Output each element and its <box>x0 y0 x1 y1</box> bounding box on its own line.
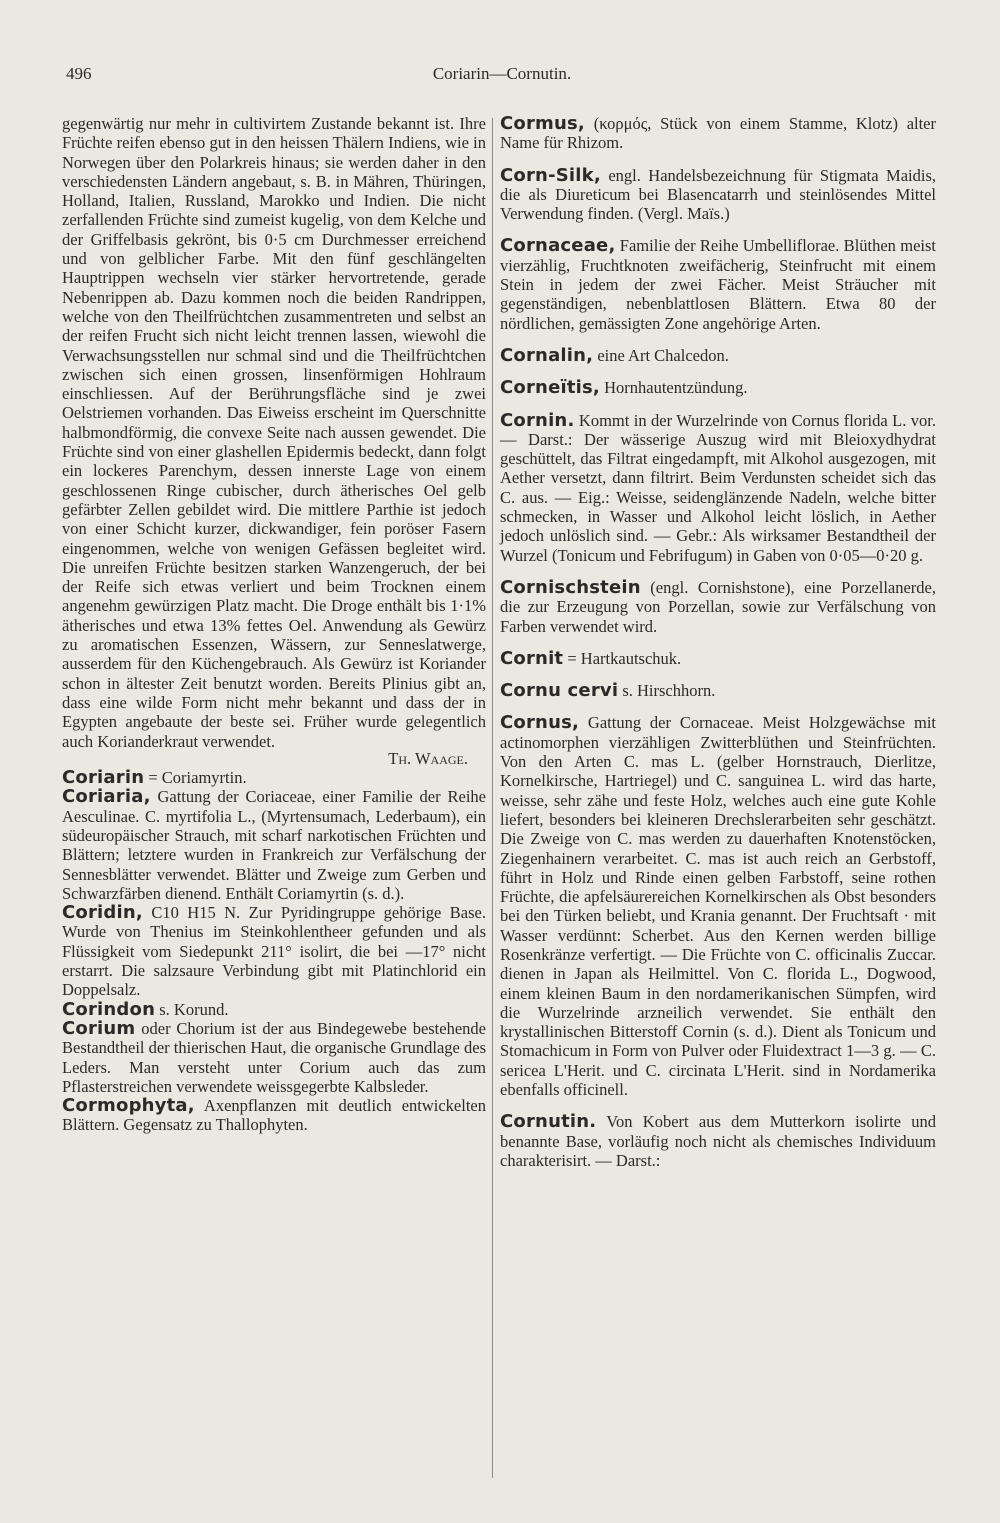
entry-cormus <box>500 114 936 153</box>
entry-headword: Coriaria, <box>62 786 151 808</box>
column-divider <box>492 118 493 1478</box>
entry-corn-silk <box>500 166 936 224</box>
entry-headword: Cornin. <box>500 409 575 431</box>
entry-headword: Corneïtis, <box>500 377 600 399</box>
entry-cornit <box>500 649 936 668</box>
entry-corneitis <box>500 378 936 397</box>
entry-text: Axenpflanzen mit deutlich entwickelten Blättern. Gegensatz zu Thallophyten. <box>62 1096 486 1135</box>
entry-headword: Cornalin, <box>500 344 594 366</box>
entry-cornutin <box>500 1112 936 1170</box>
left-column <box>62 114 486 1135</box>
author-signature: Th. Waage. <box>388 748 468 768</box>
entry-headword: Cornaceae, <box>500 235 616 257</box>
entry-headword: Corindon <box>62 998 156 1020</box>
entry-text: Gattung der Cornaceae. Meist Holzgewächse mit actinomorphen vierzähligen Zwitterblüthen und Steinfrüchten. Von den Arten C. mas L. (gelber Hornstrauch, Dierlitze, Kornelkirsche, Hartriegel) und C. sanguinea L. wird das harte, weisse, sehr zähe und feste Holz, welches auch eine gute Kohle liefert, besonders bei kleineren Drechslerarbeiten sehr geschätzt. Die Zweige von C. mas werden zu dauerhaften Knotenstöcken, Ziegenhainern verarbeitet. C. mas ist auch reich an Gerbstoff, führt in Holz und Rinde einen gelben Farbstoff, seine rothen Früchte, die apfelsäurereichen Kornelkirschen als Obst besonders bei den Türken beliebt, und Krania genannt. Der Fruchtsaft · mit Wasser verdünnt: Scherbet. Aus den Kernen werden billige Rosenkränze verfertigt. — Die Früchte von C. officinalis Zuccar. dienen in Japan als Heilmittel. Von C. florida L., Dogwood, einem kleinen Baum in den nordamerikanischen Sümpfen, wird die Wurzelrinde arzneilich verwendet. Sie enthält den krystallinischen Bitterstoff Cornin (s. d.). Dient als Tonicum und Stomachicum in Form von Pulver oder Fluidextract 1—3 g. — C. sericea L'Herit. und C. circinata L'Herit. sind in Nordamerika ebenfalls officinell. <box>500 713 936 1100</box>
page-number: 496 <box>66 64 92 83</box>
entry-headword: Cormus, <box>500 113 585 134</box>
entry-cornu-cervi <box>500 681 936 700</box>
entry-coridin <box>62 903 486 999</box>
entry-coriaria <box>62 787 486 903</box>
right-column <box>500 114 936 1170</box>
entry-headword: Cornutin. <box>500 1111 597 1133</box>
entry-text: = Coriamyrtin. <box>144 768 247 788</box>
entry-coriarin <box>62 768 486 787</box>
entry-headword: Cornischstein <box>500 576 641 598</box>
entry-text: = Hartkautschuk. <box>563 648 682 668</box>
entry-cornin <box>500 411 936 565</box>
entry-cornaceae <box>500 236 936 332</box>
page-header <box>66 64 938 88</box>
entry-corindon <box>62 1000 486 1019</box>
entry-cormophyta <box>62 1096 486 1135</box>
entry-headword: Cornu cervi <box>500 680 619 702</box>
entry-text: Kommt in der Wurzelrinde von Cornus florida L. vor. — Darst.: Der wässerige Auszug wird mit Bleioxydhydrat geschüttelt, das Filtrat eingedampft, mit Alkohol ausgezogen, mit Aether versetzt, dann filtrirt. Beim Verdunsten scheidet sich das C. aus. — Eig.: Weisse, seidenglänzende Nadeln, welche bitter schmecken, in Wasser und Alkohol leicht löslich, in Aether jedoch unlöslich sind. — Gebr.: Als wirksamer Bestandtheil der Wurzel (Tonicum und Febrifugum) in Gaben von 0·05—0·20 g. <box>500 410 936 565</box>
entry-headword: Corn-Silk, <box>500 164 601 186</box>
entry-headword: Cornus, <box>500 712 580 734</box>
entry-cornus <box>500 713 936 1099</box>
entry-text: (engl. Cornishstone), eine Porzellanerde, die zur Erzeugung von Porzellan, sowie zur Verfälschung von Farben verwendet wird. <box>500 577 936 636</box>
entry-text: Familie der Reihe Umbelliflorae. Blüthen meist vierzählig, Fruchtknoten zweifächerig, Steinfrucht mit einem Stein in jedem der zwei Fächer. Meist Sträucher mit gegenständigen, nebenblattlosen Blättern. Etwa 80 der nördlichen, gemässigten Zone angehörige Arten. <box>500 236 936 333</box>
entry-text: Von Kobert aus dem Mutterkorn isolirte und benannte Base, vorläufig noch nicht als chemisches Individuum charakterisirt. — Darst.: <box>500 1112 936 1170</box>
entry-headword: Coridin, <box>62 902 143 924</box>
entry-text: C10 H15 N. Zur Pyridingruppe gehörige Base. Wurde von Thenius im Steinkohlentheer gefunden und als Flüssigkeit vom Siedepunkt 211° isolirt, die bei —17° nicht erstarrt. Die salzsaure Verbindung gibt mit Platinchlorid ein Doppelsalz. <box>62 903 486 1000</box>
entry-headword: Cormophyta, <box>62 1095 195 1117</box>
entry-text: Gattung der Coriaceae, einer Familie der Reihe Aesculinae. C. myrtifolia L., (Myrtensumach, Lederbaum), ein südeuropäischer Strauch, mit scharf narkotischen Früchten und Blättern; letztere wurden in Frankreich zur Verfälschung der Sennesblätter verwendet. Blätter und Zweige zum Gerben und Schwarzfärben dienend. Enthält Coriamyrtin (s. d.). <box>62 787 486 903</box>
entry-cornalin <box>500 346 936 365</box>
entry-headword: Coriarin <box>62 767 145 789</box>
entry-headword: Cornit <box>500 647 564 669</box>
entry-text: eine Art Chalcedon. <box>593 345 729 365</box>
entry-headword: Corium <box>62 1017 136 1039</box>
entry-text: (κορμός, Stück von einem Stamme, Klotz) alter Name für Rhizom. <box>500 114 936 153</box>
entry-corium <box>62 1019 486 1096</box>
entry-text: oder Chorium ist der aus Bindegewebe bestehende Bestandtheil der thierischen Haut, die organische Grundlage des Leders. Man versteht unter Corium auch das zum Pflasterstreichen verwendete weissgegerbte Kalbsleder. <box>62 1018 486 1096</box>
continued-entry-text: gegenwärtig nur mehr in cultivirtem Zustande bekannt ist. Ihre Früchte reifen ebenso gut in den heissen Thälern Indiens, wie in Norwegen über den Polarkreis hinaus; sie werden daher in den verschiedensten Ländern angebaut, s. B. in Mähren, Thüringen, Holland, Italien, Russland, Marokko und Indien. Die nicht zerfallenden Früchte sind zumeist kugelig, von dem Kelche und der Griffelbasis gekrönt, bis 0·5 cm Durchmesser erreichend und von gelblicher Farbe. Mit den fünf geschlängelten Hauptrippen wechseln vier stärker hervortretende, gerade Nebenrippen ab. Dazu kommen noch die beiden Randrippen, welche von den Theilfrüchtchen zusammentreten und selbst an der reifen Frucht sich nicht leicht trennen lassen, wiewohl die Verwachsungsstellen nur schmal sind und die Theilfrüchtchen zwischen sich einen grossen, linsenförmigen Hohlraum einschliessen. Auf der Berührungsfläche sind je zwei Oelstriemen vorhanden. Das Eiweiss erscheint im Querschnitte halbmondförmig, die convexe Seite nach aussen gewendet. Die Früchte sind von einer glashellen Epidermis bedeckt, dann folgt ein lockeres Parenchym, dessen innerste Lage von einem geschlossenen Ringe cubischer, durch ätherisches Oel gelb gefärbter Zellen gebildet wird. Die mittlere Parthie ist jedoch von einer Schicht kurzer, dickwandiger, fein poröser Fasern eingenommen, welche von wenigen Gefässen begleitet wird. Die unreifen Früchte besitzen starken Wanzengeruch, der bei der Reife sich etwas verliert und beim Trocknen einem angenehm gewürzigen Platz macht. Die Droge enthält bis 1·1% ätherisches und etwa 13% fettes Oel. Anwendung als Gewürz zu aromatischen Essenzen, Wässern, zur Senneslatwerge, ausserdem für den Küchengebrauch. Als Gewürz ist Koriander schon in ältester Zeit benutzt worden. Bereits Plinius gibt an, dass eine wilde Form nicht mehr bekannt und dass der in Egypten angebaute der beste sei. Früher wurde gelegentlich auch Korianderkraut verwendet. <box>62 114 486 751</box>
entry-text: s. Hirschhorn. <box>618 681 716 701</box>
entry-cornischstein <box>500 578 936 636</box>
entry-text: s. Korund. <box>155 999 229 1019</box>
entry-text: engl. Handelsbezeichnung für Stigmata Maidis, die als Diureticum bei Blasencatarrh und steinlösendes Mittel Verwendung finden. (Vergl. Maïs.) <box>500 165 936 224</box>
entry-text: Hornhautentzündung. <box>599 378 748 398</box>
running-title: Coriarin—Cornutin. <box>432 64 572 83</box>
